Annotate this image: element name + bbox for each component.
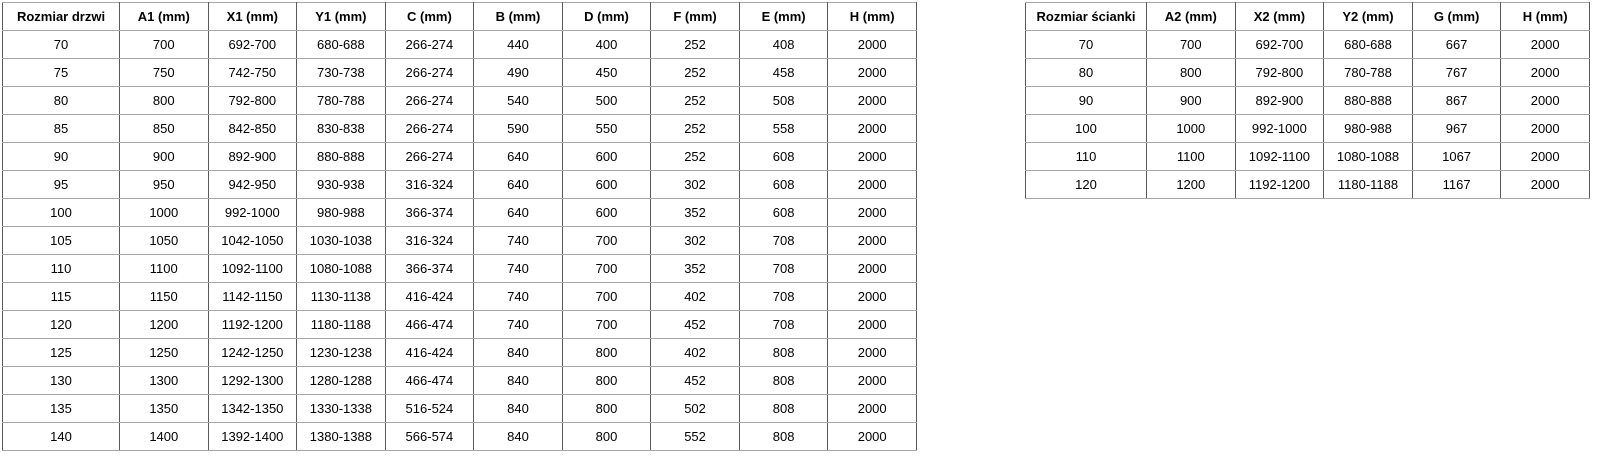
table-cell: 2000 [828, 339, 917, 367]
table-row [3, 423, 917, 451]
table-cell: 508 [739, 87, 828, 115]
table-cell: 692-700 [1235, 31, 1324, 59]
table-cell: 640 [474, 199, 563, 227]
table-cell: 700 [562, 311, 651, 339]
table-cell: 1200 [120, 311, 209, 339]
table-cell: 2000 [828, 143, 917, 171]
table-cell: 892-900 [1235, 87, 1324, 115]
table-cell: 667 [1412, 31, 1501, 59]
table-cell: 750 [120, 59, 209, 87]
table-cell: 830-838 [297, 115, 386, 143]
table-cell: 590 [474, 115, 563, 143]
table-row [3, 311, 917, 339]
table-row [3, 143, 917, 171]
table-cell: 302 [651, 171, 740, 199]
table-cell: 1000 [1147, 115, 1236, 143]
column-header: F (mm) [651, 3, 740, 31]
table-cell: 466-474 [385, 367, 474, 395]
column-header: H (mm) [1501, 3, 1590, 31]
table-cell: 2000 [1501, 87, 1590, 115]
table-cell: 105 [3, 227, 120, 255]
column-header: X2 (mm) [1235, 3, 1324, 31]
table-cell: 120 [1026, 171, 1147, 199]
table-cell: 1250 [120, 339, 209, 367]
table-cell: 792-800 [1235, 59, 1324, 87]
table-cell: 1067 [1412, 143, 1501, 171]
table-cell: 1180-1188 [297, 311, 386, 339]
table-cell: 2000 [1501, 171, 1590, 199]
table-cell: 252 [651, 31, 740, 59]
table-cell: 742-750 [208, 59, 297, 87]
table-row [3, 171, 917, 199]
table-cell: 1280-1288 [297, 367, 386, 395]
table-cell: 640 [474, 171, 563, 199]
table-cell: 266-274 [385, 87, 474, 115]
table-cell: 266-274 [385, 31, 474, 59]
table-cell: 2000 [828, 423, 917, 451]
table-cell: 95 [3, 171, 120, 199]
table-cell: 1042-1050 [208, 227, 297, 255]
table-cell: 840 [474, 423, 563, 451]
column-header: E (mm) [739, 3, 828, 31]
column-header: C (mm) [385, 3, 474, 31]
table-cell: 600 [562, 199, 651, 227]
table-cell: 1080-1088 [297, 255, 386, 283]
table-cell: 1292-1300 [208, 367, 297, 395]
table-cell: 840 [474, 339, 563, 367]
table-cell: 800 [1147, 59, 1236, 87]
table-cell: 416-424 [385, 339, 474, 367]
table-cell: 800 [120, 87, 209, 115]
table-cell: 550 [562, 115, 651, 143]
table-row [1026, 59, 1590, 87]
table-cell: 2000 [1501, 115, 1590, 143]
table-row [3, 255, 917, 283]
table-cell: 70 [3, 31, 120, 59]
table-cell: 1092-1100 [1235, 143, 1324, 171]
table-row [3, 199, 917, 227]
column-header: B (mm) [474, 3, 563, 31]
header-row [1026, 3, 1590, 31]
table-cell: 316-324 [385, 227, 474, 255]
table-cell: 2000 [828, 59, 917, 87]
table-cell: 1180-1188 [1324, 171, 1413, 199]
table-cell: 1100 [120, 255, 209, 283]
table-cell: 266-274 [385, 115, 474, 143]
table-cell: 950 [120, 171, 209, 199]
table-cell: 366-374 [385, 199, 474, 227]
table-cell: 1380-1388 [297, 423, 386, 451]
table-cell: 1192-1200 [208, 311, 297, 339]
table-cell: 1080-1088 [1324, 143, 1413, 171]
table-cell: 800 [562, 423, 651, 451]
column-header: D (mm) [562, 3, 651, 31]
table-cell: 252 [651, 87, 740, 115]
table-cell: 800 [562, 395, 651, 423]
table-cell: 740 [474, 255, 563, 283]
table-cell: 708 [739, 311, 828, 339]
table-cell: 740 [474, 283, 563, 311]
table-cell: 700 [562, 255, 651, 283]
table-cell: 880-888 [1324, 87, 1413, 115]
table-cell: 708 [739, 283, 828, 311]
table-cell: 1200 [1147, 171, 1236, 199]
table-cell: 110 [1026, 143, 1147, 171]
table-cell: 700 [120, 31, 209, 59]
table-cell: 2000 [828, 227, 917, 255]
table-cell: 1050 [120, 227, 209, 255]
table-cell: 450 [562, 59, 651, 87]
table-cell: 366-374 [385, 255, 474, 283]
table-row [1026, 31, 1590, 59]
table-cell: 416-424 [385, 283, 474, 311]
table-cell: 708 [739, 255, 828, 283]
table-cell: 980-988 [297, 199, 386, 227]
table-cell: 1392-1400 [208, 423, 297, 451]
table-cell: 90 [3, 143, 120, 171]
table-cell: 352 [651, 199, 740, 227]
table-row [3, 87, 917, 115]
table-cell: 2000 [828, 395, 917, 423]
table-row [3, 367, 917, 395]
table-cell: 1350 [120, 395, 209, 423]
table-cell: 408 [739, 31, 828, 59]
table-cell: 2000 [1501, 59, 1590, 87]
table-cell: 402 [651, 339, 740, 367]
table-cell: 2000 [828, 255, 917, 283]
table-cell: 80 [1026, 59, 1147, 87]
table-cell: 808 [739, 339, 828, 367]
table-cell: 540 [474, 87, 563, 115]
table-cell: 608 [739, 199, 828, 227]
table-cell: 100 [1026, 115, 1147, 143]
table-cell: 440 [474, 31, 563, 59]
table-cell: 2000 [828, 283, 917, 311]
table-cell: 252 [651, 143, 740, 171]
table-cell: 600 [562, 143, 651, 171]
table-cell: 808 [739, 367, 828, 395]
table-cell: 700 [562, 227, 651, 255]
column-header: Rozmiar ścianki [1026, 3, 1147, 31]
table-row [1026, 143, 1590, 171]
table-cell: 608 [739, 143, 828, 171]
table-cell: 1192-1200 [1235, 171, 1324, 199]
table-cell: 1150 [120, 283, 209, 311]
table-cell: 800 [562, 367, 651, 395]
table-cell: 2000 [828, 171, 917, 199]
table-cell: 840 [474, 395, 563, 423]
column-header: Y2 (mm) [1324, 3, 1413, 31]
table-row [3, 283, 917, 311]
table-cell: 110 [3, 255, 120, 283]
table-cell: 316-324 [385, 171, 474, 199]
table-cell: 1030-1038 [297, 227, 386, 255]
table-cell: 1100 [1147, 143, 1236, 171]
column-header: Y1 (mm) [297, 3, 386, 31]
table-row [3, 59, 917, 87]
table-cell: 1342-1350 [208, 395, 297, 423]
table-cell: 2000 [828, 367, 917, 395]
table-cell: 808 [739, 395, 828, 423]
table-cell: 2000 [828, 87, 917, 115]
column-header: H (mm) [828, 3, 917, 31]
table-cell: 140 [3, 423, 120, 451]
table-cell: 2000 [1501, 31, 1590, 59]
table-cell: 842-850 [208, 115, 297, 143]
table-cell: 992-1000 [1235, 115, 1324, 143]
table-cell: 680-688 [297, 31, 386, 59]
table-row [1026, 87, 1590, 115]
table-cell: 352 [651, 255, 740, 283]
table-cell: 466-474 [385, 311, 474, 339]
table-cell: 490 [474, 59, 563, 87]
table-cell: 2000 [828, 115, 917, 143]
table-row [1026, 171, 1590, 199]
table-row [3, 227, 917, 255]
table-cell: 302 [651, 227, 740, 255]
table-cell: 100 [3, 199, 120, 227]
table-cell: 266-274 [385, 59, 474, 87]
table-cell: 980-988 [1324, 115, 1413, 143]
table-cell: 2000 [828, 31, 917, 59]
table-cell: 767 [1412, 59, 1501, 87]
table-cell: 115 [3, 283, 120, 311]
table-cell: 1092-1100 [208, 255, 297, 283]
table-cell: 880-888 [297, 143, 386, 171]
table-cell: 500 [562, 87, 651, 115]
table-cell: 1167 [1412, 171, 1501, 199]
table-cell: 402 [651, 283, 740, 311]
table-cell: 792-800 [208, 87, 297, 115]
table-cell: 608 [739, 171, 828, 199]
table-cell: 130 [3, 367, 120, 395]
table-row [3, 115, 917, 143]
table-cell: 680-688 [1324, 31, 1413, 59]
table-cell: 252 [651, 59, 740, 87]
table-cell: 740 [474, 227, 563, 255]
table-cell: 566-574 [385, 423, 474, 451]
table-cell: 452 [651, 367, 740, 395]
table-cell: 125 [3, 339, 120, 367]
table-cell: 930-938 [297, 171, 386, 199]
table-cell: 516-524 [385, 395, 474, 423]
table-cell: 1300 [120, 367, 209, 395]
table-cell: 780-788 [1324, 59, 1413, 87]
table-cell: 1400 [120, 423, 209, 451]
table-cell: 80 [3, 87, 120, 115]
table-cell: 558 [739, 115, 828, 143]
table-cell: 730-738 [297, 59, 386, 87]
table-row [3, 339, 917, 367]
table-cell: 1130-1138 [297, 283, 386, 311]
wall-panel-dimensions-table [1025, 2, 1590, 199]
column-header: G (mm) [1412, 3, 1501, 31]
table-cell: 90 [1026, 87, 1147, 115]
table-cell: 452 [651, 311, 740, 339]
table-cell: 600 [562, 171, 651, 199]
table-cell: 1142-1150 [208, 283, 297, 311]
table-cell: 942-950 [208, 171, 297, 199]
table-cell: 900 [1147, 87, 1236, 115]
table-cell: 266-274 [385, 143, 474, 171]
table-cell: 892-900 [208, 143, 297, 171]
table-cell: 2000 [1501, 143, 1590, 171]
table-cell: 992-1000 [208, 199, 297, 227]
table-cell: 867 [1412, 87, 1501, 115]
table-cell: 400 [562, 31, 651, 59]
table-cell: 502 [651, 395, 740, 423]
table-cell: 780-788 [297, 87, 386, 115]
table-cell: 1242-1250 [208, 339, 297, 367]
table-cell: 85 [3, 115, 120, 143]
column-header: X1 (mm) [208, 3, 297, 31]
table-cell: 700 [562, 283, 651, 311]
table-row [3, 31, 917, 59]
column-header: Rozmiar drzwi [3, 3, 120, 31]
column-header: A1 (mm) [120, 3, 209, 31]
table-cell: 75 [3, 59, 120, 87]
table-cell: 850 [120, 115, 209, 143]
table-cell: 900 [120, 143, 209, 171]
table-cell: 1000 [120, 199, 209, 227]
table-cell: 840 [474, 367, 563, 395]
table-cell: 692-700 [208, 31, 297, 59]
table-row [1026, 115, 1590, 143]
table-cell: 700 [1147, 31, 1236, 59]
table-cell: 800 [562, 339, 651, 367]
table-cell: 1230-1238 [297, 339, 386, 367]
table-cell: 2000 [828, 311, 917, 339]
table-cell: 708 [739, 227, 828, 255]
table-cell: 808 [739, 423, 828, 451]
table-row [3, 395, 917, 423]
table-cell: 120 [3, 311, 120, 339]
table-cell: 552 [651, 423, 740, 451]
table-cell: 135 [3, 395, 120, 423]
table-cell: 740 [474, 311, 563, 339]
table-cell: 70 [1026, 31, 1147, 59]
door-dimensions-table [2, 2, 917, 451]
column-header: A2 (mm) [1147, 3, 1236, 31]
table-cell: 2000 [828, 199, 917, 227]
table-cell: 967 [1412, 115, 1501, 143]
table-cell: 458 [739, 59, 828, 87]
table-cell: 640 [474, 143, 563, 171]
header-row [3, 3, 917, 31]
table-cell: 1330-1338 [297, 395, 386, 423]
table-cell: 252 [651, 115, 740, 143]
